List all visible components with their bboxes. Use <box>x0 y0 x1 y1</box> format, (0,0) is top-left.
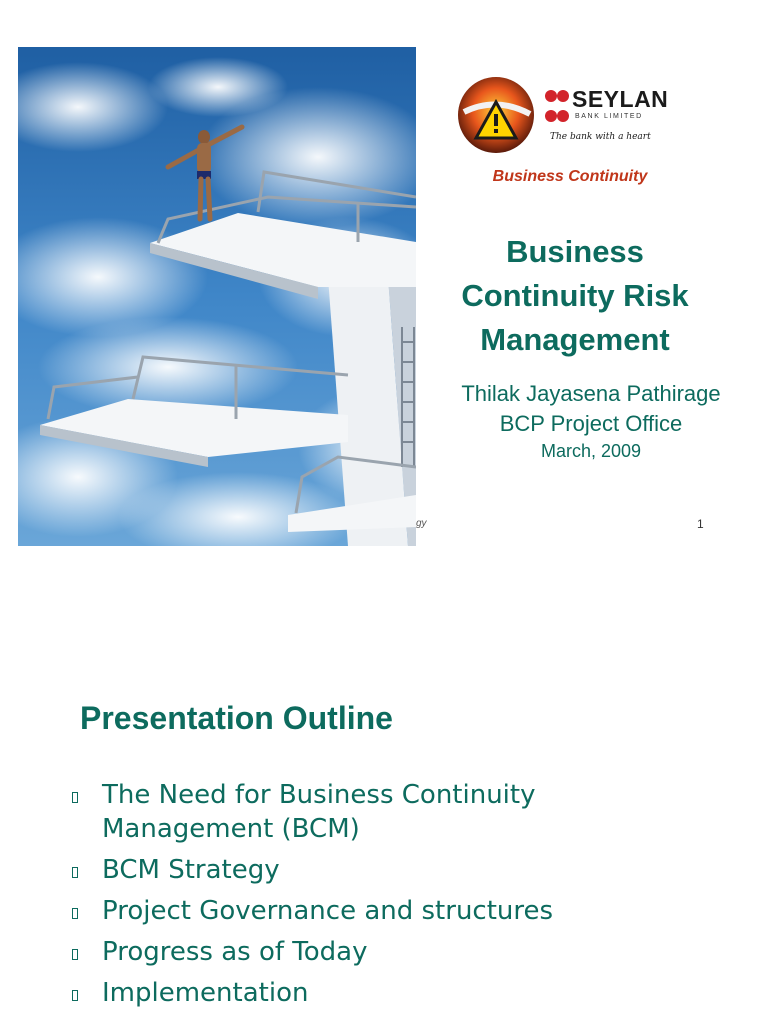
bullet-icon <box>72 990 78 1001</box>
presenter-name: Thilak Jayasena Pathirage <box>461 381 721 406</box>
bullet-icon <box>72 908 78 919</box>
warning-fire-logo <box>456 74 536 156</box>
seylan-emblem-icon <box>544 88 570 128</box>
list-item <box>70 853 710 887</box>
title-line: Management <box>480 322 670 357</box>
list-item-text: BCM Strategy <box>102 855 280 885</box>
footer-text: gy <box>416 518 427 529</box>
list-item-text: Implementation <box>102 978 309 1008</box>
brand-tagline: The bank with a heart <box>550 132 651 142</box>
brand-name: SEYLAN <box>572 86 669 112</box>
seylan-bank-logo <box>542 84 669 152</box>
brand-subtitle: BANK LIMITED <box>575 113 643 120</box>
list-item <box>70 935 710 969</box>
title-line: Business <box>506 234 644 269</box>
bullet-icon <box>72 949 78 960</box>
outline-title: Presentation Outline <box>80 700 393 736</box>
outline-list <box>70 778 710 1017</box>
slide-title <box>430 230 720 362</box>
list-item <box>70 778 710 846</box>
title-line: Continuity Risk <box>461 278 689 313</box>
bullet-icon <box>72 867 78 878</box>
list-item-text: Project Governance and structures <box>102 896 554 926</box>
section-label: Business Continuity <box>492 168 648 185</box>
bullet-icon <box>72 792 78 803</box>
list-item <box>70 976 710 1010</box>
list-item-text: The Need for Business Continuity Management (BCM) <box>102 780 536 844</box>
list-item-text: Progress as of Today <box>102 937 368 967</box>
page-number: 1 <box>697 517 704 531</box>
list-item <box>70 894 710 928</box>
outline-slide <box>0 580 768 1024</box>
presenter-office: BCP Project Office <box>499 411 683 436</box>
diving-platform-photo <box>18 47 416 546</box>
presentation-date: March, 2009 <box>540 441 642 461</box>
